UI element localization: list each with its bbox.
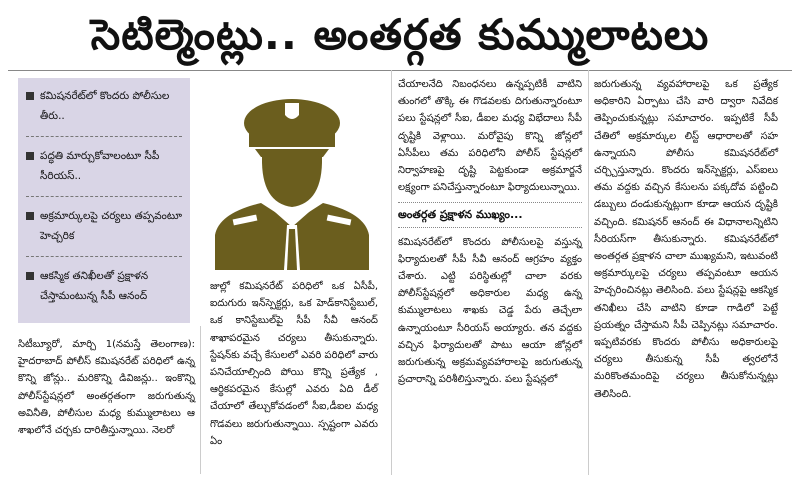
article-headline: సెటిల్మెంట్లు.. అంతర్గత కుమ్ములాటలు — [90, 10, 710, 59]
column-separator — [391, 70, 392, 475]
paragraph: చేయాలనేది నిబంధనలు ఉన్నప్పటికీ వాటిని తుంగలో తొక్కి ఈ గొడవలకు దిగుతున్నారంటూ పలు స్టేషన్లలో సీఐ, డీఐల మధ్య విభేదాలు సీపీ దృష్టికి వెళ్లాయి. మరోవైపు కొన్ని జోన్లలో ఏసీపీలు తమ పరిధిలోని పోలీస్‌ స్టేషన్లలో నిర్వాహణపై దృష్టి పెట్టకుండా అక్రమార్జనే లక్ష్యంగా పనిచేస్తున్నారంటూ ఫిర్యాదులున్నాయి. — [398, 79, 582, 194]
paragraph: కమిషనరేట్‌లో కొందరు పోలీసులపై వస్తున్న ఫిర్యాదులతో సీపీ సీవీ ఆనంద్‌ ఆగ్రహం వ్యక్తం చేశారు. ఎట్టి పరిస్థితుల్లో చాలా వరకు పోలీస్‌స్టేషన్లలో అధికారుల మధ్య ఉన్న కుమ్ములాటలు శాఖకు చెడ్డ పేరు తెచ్చేలా ఉన్నాయంటూ సీరియస్‌ అయ్యారు. తన వద్దకు వచ్చిన ఫిర్యాదులతో పాటు ఆయా జోన్లలో జరుగుతున్న అక్రమవ్యవహారాలపై జరుగుతున్న ప్రచారాన్ని పరిశీలిస్తున్నారు. పలు స్టేషన్లలో — [398, 236, 582, 386]
highlight-divider — [26, 136, 182, 138]
highlight-item — [26, 146, 182, 186]
highlight-item — [26, 266, 182, 306]
paragraph: సిటీబ్యూరో, మార్చి 1(నమస్తే తెలంగాణ): హైదరాబాద్‌ పోలీస్‌ కమిషనరేట్‌ పరిధిలో ఉన్న కొన్ని జోన్లు.. మరికొన్ని డివిజన్లు.. ఇంకొన్ని పోలీస్‌స్టేషన్లలో అంతర్గతంగా జరుగుతున్న అవినీతి, పోలీసుల మధ్య కుమ్ములాటలు ఆ శాఖలోనే చర్చకు దారితీస్తున్నాయి. నెలరో — [18, 339, 195, 437]
highlight-divider — [26, 196, 182, 198]
highlight-text: కమిషనరేట్‌లో కొందరు పోలీసుల తీరు.. — [40, 90, 170, 122]
highlight-text: పద్ధతి మార్చుకోవాలంటూ సీపీ సీరియస్‌.. — [40, 150, 160, 182]
highlight-item — [26, 86, 182, 126]
highlight-item — [26, 206, 182, 246]
highlight-text: ఆకస్మిక తనిఖీలతో ప్రక్షాళన చేస్తామంటున్న సీపీ ఆనంద్‌ — [40, 270, 149, 302]
paragraph: జరుగుతున్న వ్యవహారాలపై ఒక ప్రత్యేక అధికారిని ఏర్పాటు చేసి వారి ద్వారా నివేదిక తెప్పించుకున్నట్లు సమాచారం. ఇప్పటికే సీపీ చేతిలో అక్రమార్కుల లిస్ట్‌ ఆధారాలతో సహ ఉన్నాయని పోలీసు కమిషనరేట్‌లో చర్చ్చిస్తున్నారు. కొందరు ఇన్‌స్పెక్టర్లు, ఎస్‌ఐలు తమ వద్దకు వచ్చిన కేసులను పక్కదోవ పట్టించి డబ్బులు దండుకున్నట్లుగా కూడా ఆయన దృష్టికి వచ్చింది. కమిషనర్‌ ఆనంద్‌ ఈ విధానాలన్నిటిని సీరియస్‌గా తీసుకున్నారు. కమిషనరేట్‌లో అంతర్గత ప్రక్షాళన చాలా ముఖ్యమని, ఇటువంటి అక్రమార్కులపై చర్యలు తప్పవంటూ ఆయన హెచ్చరించినట్లు తెలిసింది. పలు స్టేషన్లపై ఆకస్మిక తనిఖీలు చేసి వాటిని కూడా గాడిలో పెట్టే ప్రయత్నం చేస్తామని సీపీ చెప్పినట్లు సమాచారం. ఇప్పటివరకు కొందరు పోలీసు అధికారులపై చర్యలు తీసుకున్న సీపీ త్వరలోనే మరికొంతమందిపై చర్యలు తీసుకోనున్నట్లు తెలిసింది. — [594, 79, 778, 400]
highlights-box — [18, 78, 190, 323]
article-column-1 — [18, 336, 195, 439]
column-separator — [200, 326, 201, 474]
article-column-2 — [210, 278, 378, 450]
bullet-icon — [26, 92, 34, 100]
article-column-4 — [594, 76, 778, 403]
column-separator — [588, 70, 589, 475]
bullet-icon — [26, 212, 34, 220]
headline-rule — [8, 70, 792, 71]
highlight-divider — [26, 256, 182, 258]
bullet-icon — [26, 152, 34, 160]
paragraph: జుల్లో కమిషనరేట్‌ పరిధిలో ఒక ఏసీపీ, ఐదుగురు ఇన్‌స్పెక్టర్లు, ఒక హెడ్‌కానిస్టేబుల్‌, ఒక కానిస్టేబుల్‌పై సీపీ సీవీ ఆనంద్‌ శాఖాపరమైన చర్యలు తీసుకున్నారు. స్టేషన్‌కు వచ్చే కేసులలో ఎవరి పరిధిలో వారు పనిచేయాల్సింది పోయి కొన్ని ప్రత్యేక , ఆర్థికపరమైన కేసుల్లో ఎవరు ఏది డీల్‌ చేయాలో తేల్చుకోవడంలో సీఐ,డీఐల మధ్య గొడవలు జరుగుతున్నాయి. స్పష్టంగా ఎవరు ఏం — [210, 281, 378, 447]
article-column-3 — [398, 76, 582, 388]
section-subhead: అంతర్గత ప్రక్షాళన ముఖ్యం... — [398, 208, 523, 222]
highlight-text: అక్రమార్కులపై చర్యలు తప్పవంటూ హెచ్చరిక — [40, 210, 182, 242]
police-officer-icon — [205, 85, 380, 270]
bullet-icon — [26, 272, 34, 280]
